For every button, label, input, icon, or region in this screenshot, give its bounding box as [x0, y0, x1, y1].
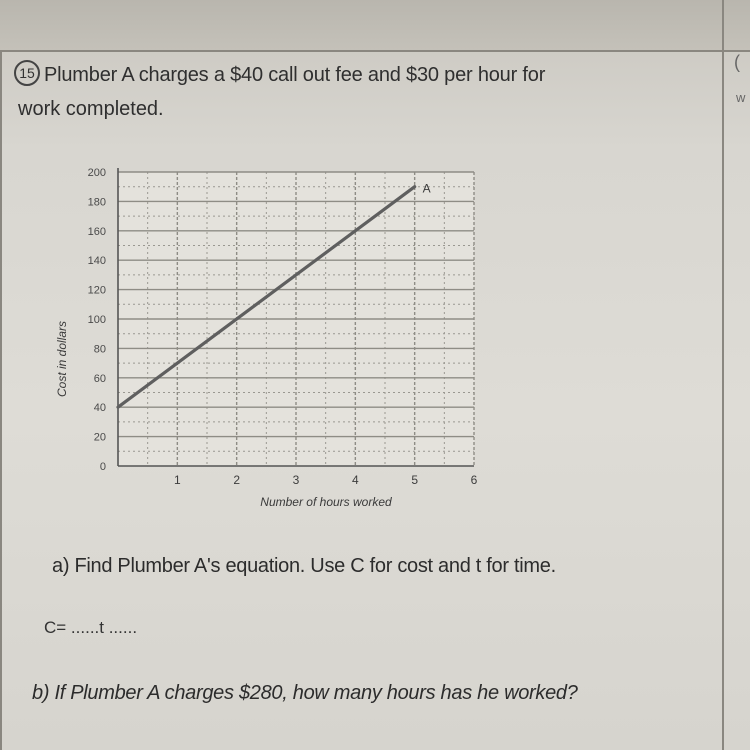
x-tick-label: 6: [470, 473, 478, 487]
side-column-fragment: (: [734, 52, 740, 72]
y-axis-label: Cost in dollars: [55, 320, 69, 398]
side-column-fragment: w: [736, 90, 746, 105]
y-tick-label: 60: [93, 372, 106, 385]
y-tick-label: 20: [93, 431, 106, 444]
x-tick-label: 1: [173, 473, 181, 487]
y-tick-label: 100: [87, 314, 106, 326]
part-b-prompt: b) If Plumber A charges $280, how many hours has he worked?: [32, 682, 578, 704]
part-a-prompt: a) Find Plumber A's equation. Use C for cost and t for time.: [52, 555, 556, 577]
x-tick-label: 5: [411, 473, 419, 487]
y-tick-label: 140: [87, 255, 106, 268]
y-tick-label: 40: [93, 402, 106, 415]
question-number-badge: 15: [14, 60, 40, 86]
question-text-line-1: Plumber A charges a $40 call out fee and $30 per hour for: [44, 64, 546, 86]
y-tick-label: 180: [87, 196, 106, 209]
y-tick-label: 0: [99, 461, 106, 473]
series-label: A: [422, 181, 431, 196]
x-tick-label: 4: [351, 473, 359, 487]
x-tick-label: 3: [292, 473, 300, 487]
y-tick-label: 200: [87, 167, 106, 179]
y-tick-label: 80: [93, 343, 106, 356]
x-tick-label: 2: [233, 473, 241, 487]
y-tick-label: 120: [87, 284, 106, 297]
y-tick-label: 160: [87, 225, 106, 238]
question-text-line-2: work completed.: [18, 98, 164, 120]
equation-blank[interactable]: C= ......t ......: [44, 618, 138, 637]
x-axis-label: Number of hours worked: [260, 495, 392, 509]
